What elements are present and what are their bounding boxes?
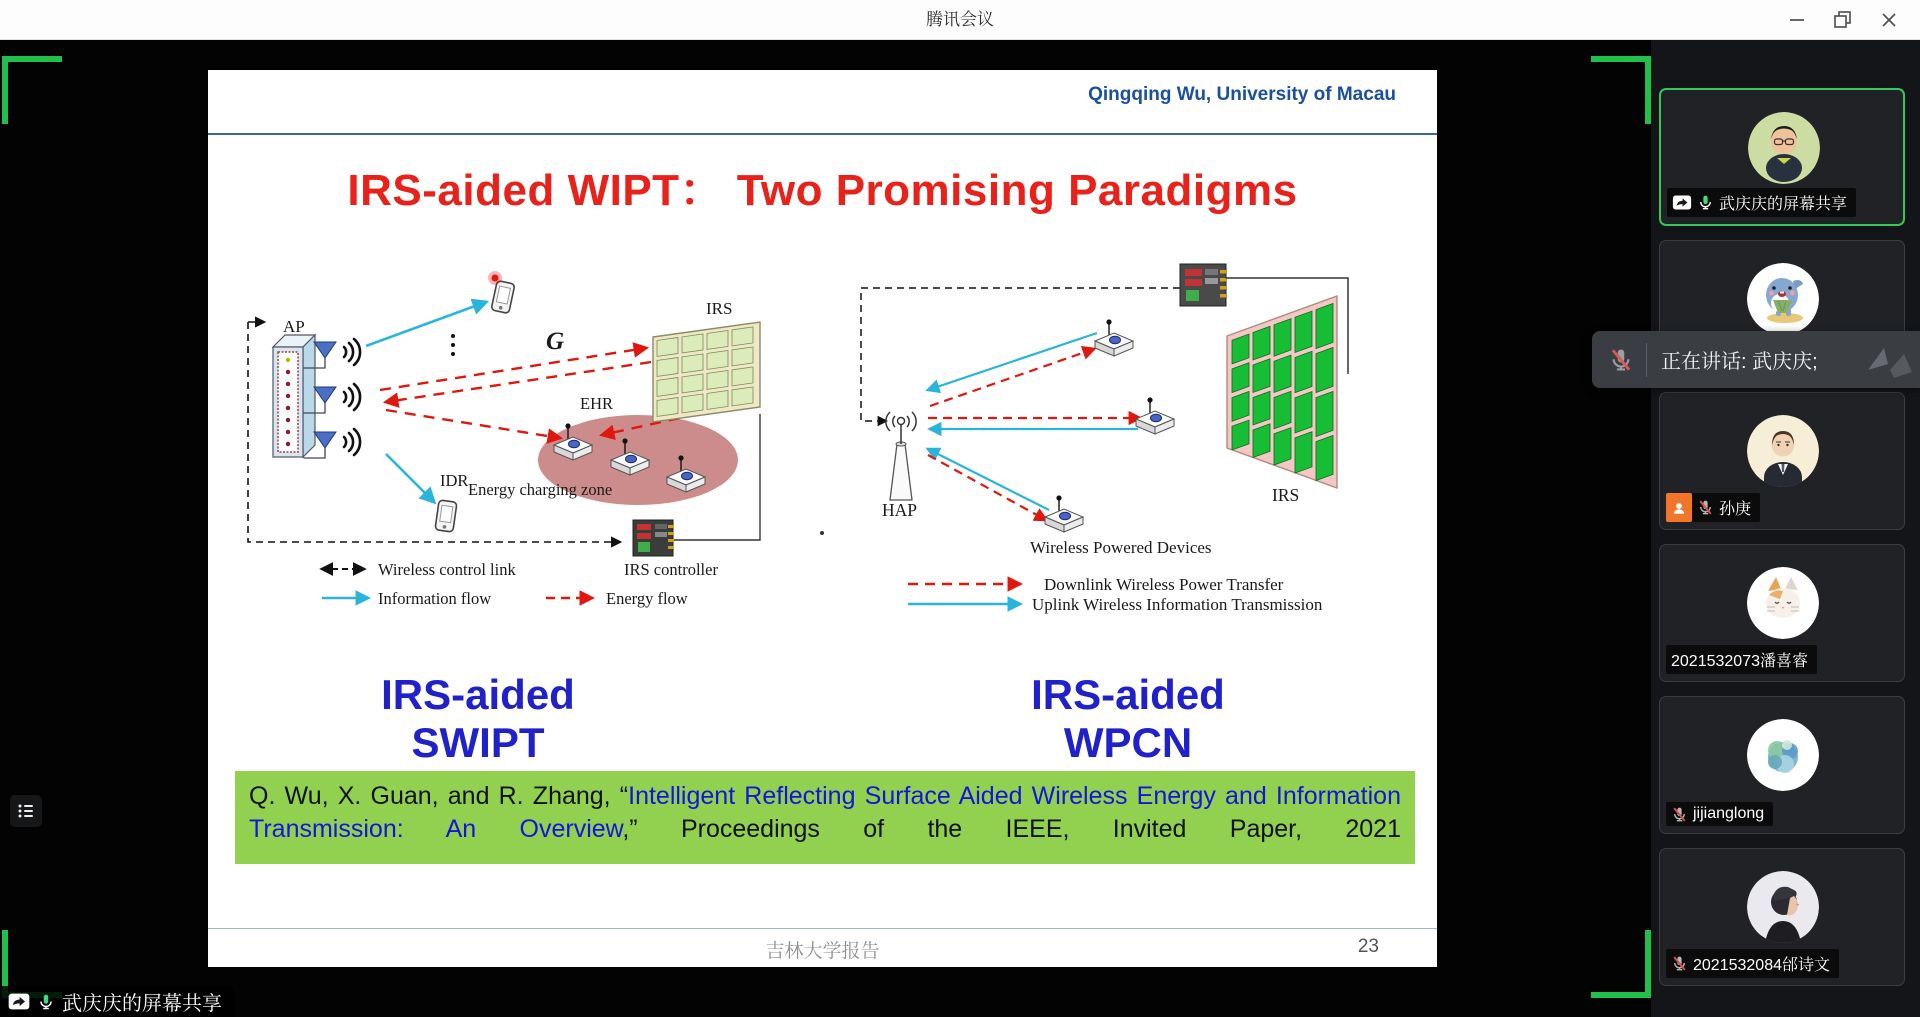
member-role-badge (1666, 493, 1692, 522)
wpd-label: Wireless Powered Devices (1030, 538, 1212, 557)
participant-name: 2021532073潘喜睿 (1671, 653, 1808, 670)
mic-muted-icon (1608, 347, 1634, 373)
meeting-main-area (0, 39, 1920, 1017)
mic-on-icon (1697, 194, 1714, 211)
legend-control-link: Wireless control link (378, 560, 516, 579)
participant-tile[interactable] (1659, 848, 1905, 986)
irs-panel-right (1227, 296, 1337, 488)
nameplate (1666, 493, 1760, 522)
share-border-corner (2, 56, 62, 124)
citation-venue: ,” Proceedings of the IEEE, Invited Paper, 2021 (622, 815, 1401, 844)
nameplate (1666, 949, 1839, 978)
irs-controller-chip (633, 520, 674, 556)
participant-tile[interactable] (1659, 88, 1905, 226)
participant-tile[interactable] (1659, 544, 1905, 682)
avatar (1747, 871, 1819, 943)
pointer-dot (820, 531, 824, 535)
person-icon (1671, 500, 1687, 516)
nameplate (1667, 188, 1856, 217)
legend-uplink: Uplink Wireless Information Transmission (1032, 595, 1323, 614)
citation-authors: Q. Wu, X. Guan, and R. Zhang, “ (249, 782, 629, 810)
idr-label: IDR (440, 471, 469, 490)
shared-slide (208, 70, 1437, 967)
access-point (273, 335, 315, 457)
participant-list-button[interactable] (10, 795, 42, 827)
swipt-diagram (228, 252, 803, 632)
wpcn-diagram (848, 248, 1428, 643)
citation-paper-title: Intelligent Reflecting Surface Aided Wireless Energy and Information Transmission: An Overview (249, 782, 1401, 844)
hap-label: HAP (882, 500, 918, 520)
avatar (1747, 567, 1819, 639)
participant-name: 2021532084邰诗文 (1693, 957, 1830, 974)
participant-tile[interactable] (1659, 696, 1905, 834)
phone-device (491, 280, 515, 313)
avatar (1748, 112, 1820, 184)
irs-label-left: IRS (706, 299, 733, 318)
restore-icon (1828, 5, 1858, 35)
irs-panel-left (653, 322, 760, 422)
share-border-corner (1591, 930, 1651, 998)
wireless-powered-device (1095, 319, 1133, 356)
irs-controller-chip (1180, 264, 1226, 306)
citation-box (235, 771, 1415, 864)
screen-share-stage (0, 39, 1651, 1017)
speaking-indicator-toast (1592, 331, 1920, 388)
nameplate (1666, 802, 1773, 826)
window-titlebar (0, 0, 1920, 40)
screen-share-icon (8, 993, 30, 1010)
participant-name: 孙庚 (1719, 501, 1752, 518)
wireless-powered-device (1136, 397, 1174, 434)
share-banner-label: 武庆庆的屏幕共享 (62, 993, 222, 1015)
screen-share-banner (0, 986, 234, 1017)
mic-on-icon (37, 993, 55, 1011)
irs-label-right: IRS (1272, 485, 1300, 505)
screen-share-icon (1672, 195, 1692, 210)
window-controls (1774, 0, 1912, 39)
legend-energy-flow: Energy flow (606, 589, 688, 608)
participants-sidebar (1651, 39, 1920, 1017)
legend-downlink: Downlink Wireless Power Transfer (1044, 575, 1284, 594)
restore-button[interactable] (1820, 0, 1866, 39)
header-divider (208, 133, 1437, 135)
toast-divider (1646, 343, 1647, 377)
minimize-icon (1782, 5, 1812, 35)
close-button[interactable] (1866, 0, 1912, 39)
caption-swipt: IRS-aided SWIPT (381, 671, 575, 766)
avatar (1747, 719, 1819, 791)
slide-title: IRS-aided WIPT： Two Promising Paradigms (347, 166, 1298, 215)
share-border-corner (1591, 56, 1651, 124)
energy-zone-label: Energy charging zone (468, 480, 613, 499)
mic-muted-icon (1671, 955, 1688, 972)
channel-g-label: G (546, 328, 565, 355)
ap-label: AP (283, 317, 305, 336)
nameplate (1666, 645, 1817, 674)
slide-page-number: 23 (1357, 936, 1379, 957)
irs-controller-label: IRS controller (624, 560, 718, 579)
ehr-label: EHR (580, 394, 613, 413)
speaking-indicator-text: 正在讲话: 武庆庆; (1661, 351, 1818, 373)
participant-name: jijianglong (1693, 805, 1765, 822)
participant-name: 武庆庆的屏幕共享 (1719, 196, 1848, 213)
meeting-logo-watermark (1860, 340, 1916, 380)
phone-device (435, 500, 457, 532)
wireless-powered-device (1045, 495, 1083, 532)
list-icon (16, 801, 36, 821)
avatar (1747, 263, 1819, 335)
mic-muted-icon (1697, 499, 1714, 516)
caption-wpcn: IRS-aided WPCN (1031, 671, 1225, 766)
avatar (1747, 415, 1819, 487)
slide-affiliation: Qingqing Wu, University of Macau (1088, 84, 1396, 105)
window-title: 腾讯会议 (926, 10, 994, 29)
minimize-button[interactable] (1774, 0, 1820, 39)
slide-footer: 吉林大学报告 (765, 941, 880, 962)
hap-tower (886, 412, 916, 500)
participant-tile[interactable] (1659, 392, 1905, 530)
mic-muted-icon (1671, 806, 1688, 823)
legend-information-flow: Information flow (378, 589, 492, 608)
footer-divider (208, 928, 1437, 929)
close-icon (1874, 5, 1904, 35)
